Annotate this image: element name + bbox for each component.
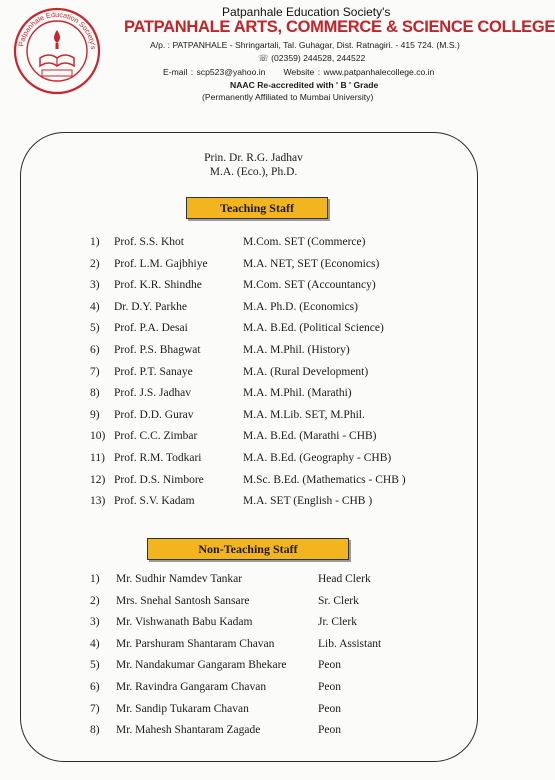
- staff-qualification: M.A. M.Phil. (Marathi): [243, 387, 352, 400]
- row-number: 7): [90, 702, 100, 715]
- row-number: 8): [90, 387, 100, 400]
- staff-qualification: M.A. M.Phil. (History): [243, 344, 350, 356]
- letterhead: [0, 0, 555, 112]
- staff-name: Mr. Nandakumar Gangaram Bhekare: [116, 659, 287, 672]
- staff-name: Mrs. Snehal Santosh Sansare: [116, 594, 250, 607]
- non-teaching-staff-row: [0, 573, 507, 591]
- staff-qualification: M.A. B.Ed. (Geography - CHB): [243, 452, 392, 464]
- staff-name: Dr. D.Y. Parkhe: [114, 300, 187, 313]
- staff-post: Peon: [318, 702, 341, 715]
- teaching-staff-row: [0, 409, 507, 427]
- email-text: E-mail : scp523@yahoo.in: [163, 67, 266, 77]
- contact-line: [163, 67, 434, 77]
- row-number: 6): [90, 681, 100, 693]
- society-name: Patpanhale Education Society's: [222, 5, 391, 19]
- teaching-staff-row: [0, 366, 507, 384]
- row-number: 5): [90, 659, 100, 672]
- staff-name: Mr. Ravindra Gangaram Chavan: [116, 681, 267, 693]
- staff-qualification: M.Com. SET (Commerce): [243, 236, 366, 248]
- non-teaching-staff-row: [0, 681, 507, 699]
- row-number: 12): [90, 473, 106, 486]
- principal-name: Prin. Dr. R.G. Jadhav: [204, 152, 303, 164]
- staff-name: Prof. P.T. Sanaye: [114, 365, 193, 378]
- staff-name: Prof. P.S. Bhagwat: [114, 344, 201, 356]
- staff-name: Prof. P.A. Desai: [114, 322, 188, 335]
- staff-qualification: M.Sc. B.Ed. (Mathematics - CHB ): [243, 473, 406, 486]
- teaching-staff-heading: Teaching Staff: [186, 197, 328, 219]
- teaching-staff-row: [0, 279, 507, 297]
- row-number: 4): [90, 637, 100, 650]
- staff-name: Prof. S.V. Kadam: [114, 495, 195, 508]
- staff-name: Prof. R.M. Todkari: [114, 452, 202, 464]
- staff-name: Mr. Vishwanath Babu Kadam: [116, 616, 253, 629]
- phone-number: (02359) 244528, 244522: [271, 53, 366, 63]
- staff-name: Prof. C.C. Zimbar: [114, 430, 198, 443]
- staff-post: Head Clerk: [318, 573, 371, 585]
- staff-post: Peon: [318, 659, 341, 672]
- staff-qualification: M.A. B.Ed. (Marathi - CHB): [243, 430, 377, 443]
- row-number: 4): [90, 300, 100, 313]
- teaching-staff-row: [0, 344, 507, 362]
- row-number: 1): [90, 573, 100, 585]
- row-number: 11): [90, 452, 105, 464]
- row-number: 10): [90, 430, 106, 443]
- affiliation-note: (Permanently Affiliated to Mumbai University): [202, 92, 374, 102]
- staff-qualification: M.A. SET (English - CHB ): [243, 495, 373, 508]
- teaching-staff-row: [0, 430, 507, 448]
- non-teaching-staff-heading: Non-Teaching Staff: [147, 538, 349, 560]
- non-teaching-staff-row: [0, 595, 507, 613]
- teaching-staff-row: [0, 258, 507, 276]
- college-name: PATPANHALE ARTS, COMMERCE & SCIENCE COLLEGE: [124, 18, 555, 36]
- staff-name: Prof. D.D. Gurav: [114, 408, 194, 421]
- non-teaching-staff-row: [0, 638, 507, 656]
- staff-post: Peon: [318, 681, 341, 693]
- row-number: 13): [90, 495, 106, 508]
- teaching-staff-row: [0, 452, 507, 470]
- row-number: 8): [90, 724, 100, 737]
- staff-name: Mr. Sudhir Namdev Tankar: [116, 573, 243, 585]
- teaching-staff-row: [0, 495, 507, 513]
- non-teaching-staff-row: [0, 616, 507, 634]
- staff-qualification: M.A. B.Ed. (Political Science): [243, 322, 384, 335]
- staff-post: Jr. Clerk: [318, 616, 357, 629]
- non-teaching-staff-row: [0, 703, 507, 721]
- row-number: 2): [90, 257, 100, 270]
- teaching-staff-row: [0, 474, 507, 492]
- naac-grade: NAAC Re-accredited with ' B ' Grade: [230, 80, 379, 90]
- staff-qualification: M.A. M.Lib. SET, M.Phil.: [243, 408, 365, 421]
- staff-name: Prof. L.M. Gajbhiye: [114, 257, 208, 270]
- teaching-staff-row: [0, 301, 507, 319]
- staff-name: Mr. Sandip Tukaram Chavan: [116, 702, 249, 715]
- staff-name: Prof. S.S. Khot: [114, 236, 184, 248]
- row-number: 5): [90, 322, 100, 335]
- staff-qualification: M.A. (Rural Development): [243, 365, 369, 378]
- staff-name: Prof. D.S. Nimbore: [114, 473, 204, 486]
- staff-qualification: M.A. NET, SET (Economics): [243, 257, 380, 270]
- teaching-staff-row: [0, 387, 507, 405]
- college-seal-logo: [12, 6, 102, 96]
- phone-icon: ☏: [258, 53, 272, 63]
- non-teaching-staff-row: [0, 724, 507, 742]
- staff-name: Prof. K.R. Shindhe: [114, 279, 202, 292]
- non-teaching-staff-row: [0, 659, 507, 677]
- row-number: 1): [90, 236, 100, 248]
- teaching-staff-row: [0, 236, 507, 254]
- staff-post: Lib. Assistant: [318, 637, 382, 650]
- principal-qualification: M.A. (Eco.), Ph.D.: [209, 166, 298, 178]
- college-address: A/p. : PATPANHALE - Shringartali, Tal. Guhagar, Dist. Ratnagiri. - 415 724. (M.S.): [150, 40, 460, 50]
- row-number: 3): [90, 616, 100, 629]
- staff-post: Sr. Clerk: [318, 594, 359, 607]
- row-number: 9): [90, 408, 100, 421]
- teaching-staff-row: [0, 322, 507, 340]
- staff-name: Mr. Parshuram Shantaram Chavan: [116, 637, 275, 650]
- staff-post: Peon: [318, 724, 341, 737]
- website-text: Website : www.patpanhalecollege.co.in: [283, 67, 435, 77]
- staff-name: Prof. J.S. Jadhav: [114, 387, 191, 400]
- row-number: 2): [90, 594, 100, 607]
- staff-name: Mr. Mahesh Shantaram Zagade: [116, 724, 261, 737]
- staff-qualification: M.A. Ph.D. (Economics): [243, 300, 358, 313]
- svg-text:Patpanhale Education Society's: Patpanhale Education Society's: [16, 9, 98, 50]
- row-number: 7): [90, 365, 100, 378]
- row-number: 3): [90, 279, 100, 292]
- staff-qualification: M.Com. SET (Accountancy): [243, 279, 376, 292]
- college-phone: [258, 53, 365, 64]
- row-number: 6): [90, 344, 100, 356]
